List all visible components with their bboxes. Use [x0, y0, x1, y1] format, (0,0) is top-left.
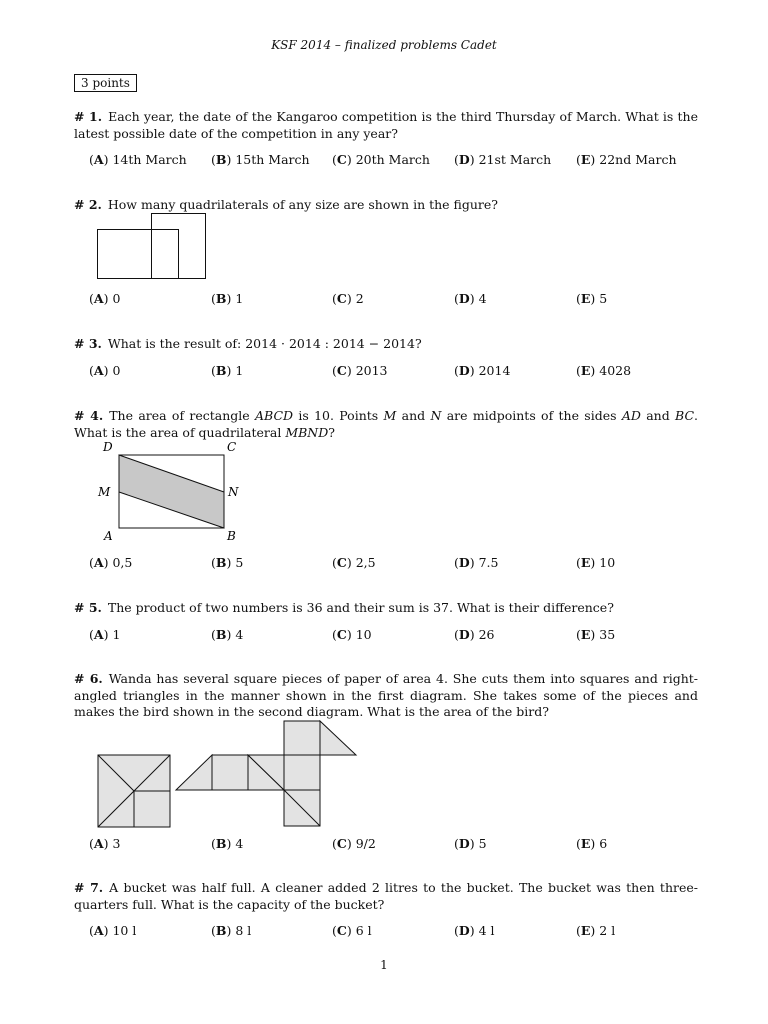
- answer-options-5: [89, 627, 739, 643]
- label-n: N: [228, 485, 239, 499]
- page-header: KSF 2014 – finalized problems Cadet: [271, 38, 497, 52]
- answer-options-1: [89, 152, 739, 168]
- answer-option-e: (E) 4028: [576, 363, 632, 378]
- answer-option-a: (A) 14th March: [89, 152, 187, 167]
- answer-option-a: (A) 0: [89, 363, 121, 378]
- answer-option-e: (E) 22nd March: [576, 152, 677, 167]
- answer-option-b: (B) 1: [211, 291, 244, 306]
- question-text: The area of rectangle ABCD is 10. Points M and N are midpoints of the sides AD and BC. What is the area of quadrilateral MBND?: [74, 408, 699, 440]
- answer-option-e: (E) 10: [576, 555, 616, 570]
- quadrilaterals-figure: [94, 212, 210, 282]
- answer-options-4: [89, 555, 739, 571]
- question-text: Each year, the date of the Kangaroo competition is the third Thursday of March. What is the latest possible date of the competition in any year?: [74, 109, 698, 141]
- label-d: D: [103, 440, 113, 454]
- question-text: How many quadrilaterals of any size are shown in the figure?: [107, 197, 499, 212]
- answer-option-b: (B) 4: [211, 836, 244, 851]
- answer-option-e: (E) 6: [576, 836, 608, 851]
- label-c: C: [227, 440, 237, 454]
- answer-option-c: (C) 2,5: [332, 555, 376, 570]
- question-6: [74, 671, 698, 721]
- question-text: The product of two numbers is 36 and their sum is 37. What is their difference?: [107, 600, 614, 615]
- question-number: # 6.: [74, 671, 103, 686]
- cut-square-diagram: [98, 755, 170, 827]
- question-number: # 1.: [74, 109, 103, 124]
- question-text: Wanda has several square pieces of paper of area 4. She cuts them into squares and right-angled triangles in the manner shown in the first diagram. She takes some of the pieces and makes the bird shown in the second diagram. What is the area of the bird?: [74, 671, 699, 719]
- tangram-figures: [94, 718, 364, 830]
- answer-option-a: (A) 0,5: [89, 555, 133, 570]
- question-text: A bucket was half full. A cleaner added 2 litres to the bucket. The bucket was then three-quarters full. What is the capacity of the bucket?: [74, 880, 698, 912]
- answer-option-d: (D) 4 l: [454, 923, 495, 938]
- question-text: What is the result of: 2014 · 2014 : 2014 − 2014?: [107, 336, 422, 351]
- answer-option-e: (E) 5: [576, 291, 608, 306]
- question-number: # 7.: [74, 880, 104, 895]
- question-number: # 4.: [74, 408, 104, 423]
- answer-options-3: [89, 363, 739, 379]
- bird-diagram: [176, 721, 356, 826]
- answer-options-6: [89, 836, 739, 852]
- inner-rectangle: [152, 230, 179, 279]
- answer-option-c: (C) 2: [332, 291, 364, 306]
- answer-option-c: (C) 6 l: [332, 923, 372, 938]
- answer-option-a: (A) 0: [89, 291, 121, 306]
- answer-option-d: (D) 4: [454, 291, 487, 306]
- answer-option-a: (A) 10 l: [89, 923, 137, 938]
- question-number: # 3.: [74, 336, 102, 351]
- label-a: A: [104, 529, 113, 543]
- answer-option-c: (C) 10: [332, 627, 372, 642]
- answer-option-d: (D) 5: [454, 836, 487, 851]
- answer-option-d: (D) 21st March: [454, 152, 552, 167]
- question-5: [74, 600, 698, 617]
- question-7: [74, 880, 698, 913]
- answer-option-b: (B) 15th March: [211, 152, 310, 167]
- rectangle-abcd-figure: [94, 438, 254, 548]
- answer-option-b: (B) 1: [211, 363, 244, 378]
- answer-option-e: (E) 2 l: [576, 923, 616, 938]
- answer-option-c: (C) 9/2: [332, 836, 376, 851]
- answer-option-d: (D) 7.5: [454, 555, 499, 570]
- answer-option-a: (A) 1: [89, 627, 121, 642]
- answer-option-d: (D) 26: [454, 627, 495, 642]
- question-3: [74, 336, 698, 353]
- page-number: 1: [380, 958, 388, 972]
- answer-option-c: (C) 20th March: [332, 152, 430, 167]
- label-b: B: [227, 529, 236, 543]
- answer-option-b: (B) 8 l: [211, 923, 252, 938]
- answer-options-2: [89, 291, 739, 307]
- answer-option-b: (B) 5: [211, 555, 244, 570]
- answer-option-d: (D) 2014: [454, 363, 511, 378]
- answer-option-c: (C) 2013: [332, 363, 388, 378]
- large-rectangle: [98, 230, 179, 279]
- label-m: M: [98, 485, 111, 499]
- answer-option-b: (B) 4: [211, 627, 244, 642]
- question-number: # 2.: [74, 197, 102, 212]
- points-section-label: 3 points: [74, 74, 137, 92]
- question-1: [74, 109, 698, 142]
- answer-options-7: [89, 923, 739, 939]
- question-number: # 5.: [74, 600, 102, 615]
- answer-option-a: (A) 3: [89, 836, 121, 851]
- shaded-quadrilateral-mbnd: [119, 455, 224, 528]
- answer-option-e: (E) 35: [576, 627, 616, 642]
- question-4: [74, 408, 698, 441]
